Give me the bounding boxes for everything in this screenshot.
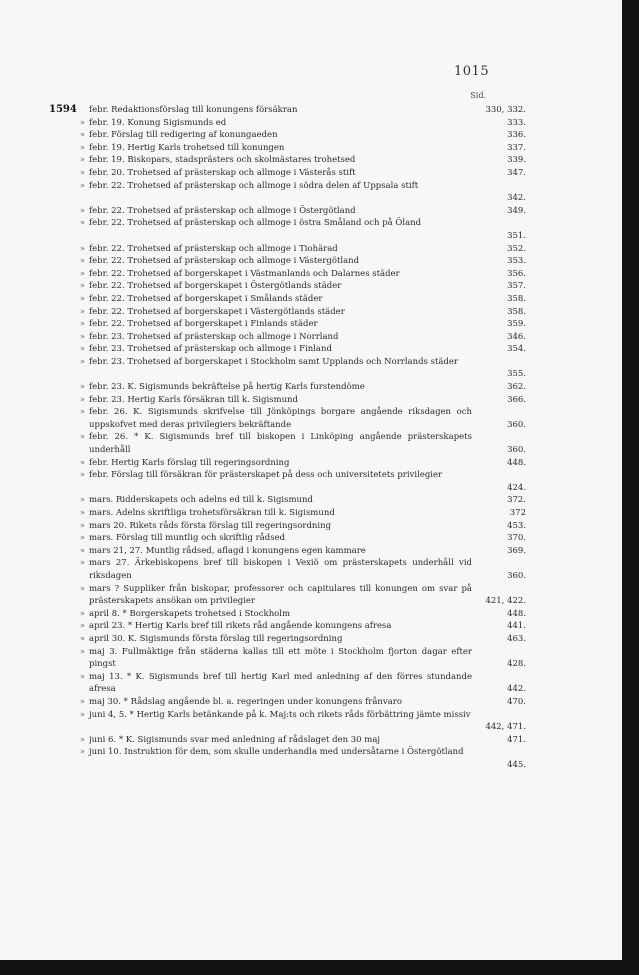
entry-ditto-mark: » (80, 331, 85, 341)
entry-text: febr. 22. Trohetsed af borgerskapet i Finlands städer (89, 319, 318, 330)
entry-text: febr. 22. Trohetsed af prästerskap och allmoge i Östergötland (89, 205, 356, 216)
entry-page-reference: 470. (507, 696, 526, 707)
index-entry (0, 394, 622, 407)
entry-page-reference: 353. (507, 256, 526, 267)
entry-page-reference: 370. (507, 533, 526, 544)
entry-text: maj 3. Fullmäktige från städerna kallas till ett möte i Stockholm fjorton dagar efter pingst (89, 646, 472, 670)
entry-text: juni 6. * K. Sigismunds svar med anledning af rådslaget den 30 maj (89, 734, 381, 745)
index-entry (0, 734, 622, 747)
index-entry (0, 268, 622, 281)
entry-text: maj 30. * Rådslag angående bl. a. regeringen under konungens frånvaro (89, 696, 402, 707)
entry-page-reference: 352. (507, 243, 526, 254)
entry-ditto-mark: » (80, 218, 85, 228)
index-entry (0, 494, 622, 507)
entry-ditto-mark: » (80, 545, 85, 555)
entry-ditto-mark: » (80, 734, 85, 744)
entry-page-reference: 428. (507, 659, 526, 670)
entry-page-reference: 372. (507, 495, 526, 506)
entry-ditto-mark: » (80, 167, 85, 177)
entry-ditto-mark: » (80, 155, 85, 165)
index-entry (0, 620, 622, 633)
entry-ditto-mark: » (80, 130, 85, 140)
index-entry (0, 331, 622, 344)
entry-text: febr. 23. Trohetsed af prästerskap och allmoge i Finland (89, 344, 332, 355)
entry-text: febr. 22. Trohetsed af borgerskapet i Västergötlands städer (89, 306, 345, 317)
index-entry (0, 154, 622, 167)
index-entry (0, 129, 622, 142)
entry-page-reference: 357. (507, 281, 526, 292)
entry-text: febr. 26. K. Sigismunds skrifvelse till Jönköpings borgare angående riksdagen och uppskofvet med deras privilegiers bekräftande (89, 407, 472, 430)
entry-page-reference: 337. (507, 142, 526, 153)
entry-ditto-mark: » (80, 747, 85, 757)
entry-page-reference: 424. (507, 482, 526, 493)
entry-text: febr. 22. Trohetsed af prästerskap och allmoge i östra Småland och på Öland (89, 218, 422, 229)
entry-page-reference: 471. (507, 734, 526, 745)
entry-page-reference: 442, 471. (485, 722, 526, 733)
entry-text: febr. 23. Trohetsed af borgerskapet i Stockholm samt Upplands och Norrlands städer (89, 356, 458, 367)
entry-page-reference: 369. (507, 545, 526, 556)
entry-ditto-mark: » (80, 243, 85, 253)
index-entry (0, 532, 622, 545)
entry-page-reference: 463. (507, 633, 526, 644)
entry-ditto-mark: » (80, 520, 85, 530)
entry-text: febr. 22. Trohetsed af borgerskapet i Smålands städer (89, 293, 323, 304)
entry-text: febr. Hertig Karls förslag till regeringsordning (89, 457, 290, 468)
entry-ditto-mark: » (80, 633, 85, 643)
index-entry (0, 469, 622, 494)
index-entry (0, 545, 622, 558)
index-entry (0, 457, 622, 470)
entry-page-reference: 441. (507, 621, 526, 632)
entry-ditto-mark: » (80, 621, 85, 631)
index-entry (0, 646, 622, 671)
entry-ditto-mark: » (80, 495, 85, 505)
entry-ditto-mark: » (80, 470, 85, 480)
entry-ditto-mark: » (80, 268, 85, 278)
index-entry (0, 583, 622, 608)
entry-page-reference: 349. (507, 205, 526, 216)
entry-page-reference: 339. (507, 155, 526, 166)
index-entry (0, 356, 622, 381)
entry-ditto-mark: » (80, 407, 85, 417)
entry-ditto-mark: » (80, 205, 85, 215)
entry-page-reference: 453. (507, 520, 526, 531)
entry-ditto-mark: » (80, 696, 85, 706)
entry-text: juni 10. Instruktion för dem, som skulle underhandla med undersåtarne i Östergötland (89, 747, 464, 758)
entry-text: febr. 19. Konung Sigismunds ed (89, 117, 227, 128)
entry-page-reference: 356. (507, 268, 526, 279)
entry-ditto-mark: » (80, 432, 85, 442)
entry-text: febr. 20. Trohetsed af prästerskap och allmoge i Västerås stift (89, 167, 356, 178)
entry-page-reference: 330, 332. (485, 105, 526, 115)
entry-ditto-mark: » (80, 508, 85, 517)
index-entry (0, 318, 622, 331)
index-entry (0, 520, 622, 533)
entry-ditto-mark: » (80, 394, 85, 404)
entry-ditto-mark: » (80, 646, 85, 656)
index-entry (0, 671, 622, 696)
index-entry (0, 180, 622, 205)
entry-text: febr. 23. Hertig Karls försäkran till k. Sigismund (89, 394, 298, 405)
index-entry (0, 633, 622, 646)
entry-ditto-mark: » (80, 533, 85, 543)
entry-text: mars ? Suppliker från biskopar, professorer och capitulares till konungen om svar på prästerskapets ansökan om privilegier (89, 583, 472, 607)
entry-text: febr. Förslag till redigering af konungaeden (89, 130, 278, 141)
entry-ditto-mark: » (80, 356, 85, 366)
index-entry (0, 255, 622, 268)
entry-page-reference: 372 (509, 508, 526, 518)
entry-text: febr. 22. Trohetsed af prästerskap och allmoge i södra delen af Uppsala stift (89, 180, 419, 191)
entry-year: 1594 (49, 104, 77, 115)
entry-page-reference: 358. (507, 306, 526, 317)
index-entry (0, 696, 622, 709)
index-entry (0, 557, 622, 582)
entry-ditto-mark: » (80, 608, 85, 618)
entry-page-reference: 347. (507, 167, 526, 178)
entry-ditto-mark: » (80, 671, 85, 681)
index-entry (0, 205, 622, 218)
entry-ditto-mark: » (80, 344, 85, 354)
index-entry (0, 306, 622, 319)
entry-text: febr. 19. Hertig Karls trohetsed till konungen (89, 142, 285, 153)
entry-page-reference: 351. (507, 230, 526, 241)
entry-text: febr. 22. Trohetsed af borgerskapet i Västmanlands och Dalarnes städer (89, 268, 400, 279)
entry-text: april 30. K. Sigismunds första förslag till regeringsordning (89, 633, 343, 644)
entry-text: febr. 22. Trohetsed af borgerskapet i Östergötlands städer (89, 281, 342, 292)
entry-text: mars 20. Rikets råds första förslag till regeringsordning (89, 520, 332, 531)
entry-ditto-mark: » (80, 558, 85, 568)
entry-ditto-mark: » (80, 382, 85, 392)
entry-ditto-mark: » (80, 306, 85, 316)
page-number: 1015 (454, 64, 490, 79)
entry-text: febr. 19. Biskopars, stadsprästers och skolmästares trohetsed (89, 155, 356, 166)
index-entry (0, 406, 622, 431)
index-entry (0, 280, 622, 293)
index-entries (0, 104, 622, 771)
entry-ditto-mark: » (80, 281, 85, 291)
entry-ditto-mark: » (80, 709, 85, 719)
index-entry (0, 709, 622, 734)
entry-text: febr. 22. Trohetsed af prästerskap och allmoge i Tiohärad (89, 243, 338, 254)
index-entry (0, 343, 622, 356)
entry-page-reference: 360. (507, 570, 526, 581)
entry-page-reference: 362. (507, 382, 526, 393)
entry-page-reference: 355. (507, 369, 526, 380)
index-entry (0, 746, 622, 771)
entry-text: mars 21, 27. Muntlig rådsed, aflagd i konungens egen kammare (89, 545, 366, 556)
entry-text: febr. Redaktionsförslag till konungens försäkran (89, 105, 298, 115)
entry-text: mars. Ridderskapets och adelns ed till k. Sigismund (89, 495, 313, 506)
entry-page-reference: 442. (507, 684, 526, 695)
entry-ditto-mark: » (80, 256, 85, 266)
index-entry (0, 608, 622, 621)
entry-ditto-mark: » (80, 319, 85, 329)
entry-text: febr. 26. * K. Sigismunds bref till biskopen i Linköping angående prästerskapets underhåll (89, 432, 472, 456)
index-entry (0, 431, 622, 456)
index-entry (0, 243, 622, 256)
entry-text: april 23. * Hertig Karls bref till rikets råd angående konungens afresa (89, 621, 392, 632)
entry-text: febr. 23. K. Sigismunds bekräftelse på hertig Karls furstendöme (89, 382, 365, 393)
entry-page-reference: 359. (507, 319, 526, 330)
index-entry (0, 104, 622, 117)
entry-page-reference: 448. (507, 457, 526, 468)
entry-page-reference: 333. (507, 117, 526, 128)
index-entry (0, 507, 622, 520)
entry-text: febr. 23. Trohetsed af prästerskap och allmoge i Norrland (89, 331, 339, 342)
entry-ditto-mark: » (80, 293, 85, 303)
entry-text: febr. Förslag till försäkran för prästerskapet på dess och universitetets privilegier (89, 470, 443, 481)
entry-page-reference: 360. (507, 445, 526, 456)
entry-page-reference: 358. (507, 293, 526, 304)
index-entry (0, 142, 622, 155)
entry-ditto-mark: » (80, 457, 85, 467)
entry-text: febr. 22. Trohetsed af prästerskap och allmoge i Västergötland (89, 256, 360, 267)
index-entry (0, 381, 622, 394)
entry-ditto-mark: » (80, 117, 85, 127)
entry-page-reference: 360. (507, 419, 526, 430)
entry-page-reference: 445. (507, 759, 526, 770)
entry-page-reference: 448. (507, 608, 526, 619)
entry-text: juni 4, 5. * Hertig Karls betänkande på k. Maj:ts och rikets råds förbättring jämte missiv (89, 709, 471, 720)
entry-page-reference: 354. (507, 344, 526, 355)
entry-page-reference: 421, 422. (485, 596, 526, 607)
entry-text: mars 27. Ärkebiskopens bref till biskopen i Vexiö om prästerskapets underhåll vid riksdagen (89, 558, 472, 581)
entry-page-reference: 342. (507, 193, 526, 204)
entry-ditto-mark: » (80, 180, 85, 190)
entry-text: april 8. * Borgerskapets trohetsed i Stockholm (89, 608, 291, 619)
entry-ditto-mark: » (80, 142, 85, 152)
entry-page-reference: 346. (507, 331, 526, 342)
index-entry (0, 217, 622, 242)
scan-edge-right (622, 0, 639, 975)
scan-edge-bottom (0, 960, 639, 975)
entry-ditto-mark: » (80, 583, 85, 593)
page-column-header: Sid. (470, 91, 486, 100)
entry-text: maj 13. * K. Sigismunds bref till hertig Karl med anledning af den förres stundande afresa (89, 671, 472, 695)
index-entry (0, 167, 622, 180)
index-entry (0, 293, 622, 306)
entry-text: mars. Förslag till muntlig och skriftlig rådsed (89, 533, 286, 544)
index-entry (0, 117, 622, 130)
entry-text: mars. Adelns skriftliga trohetsförsäkran till k. Sigismund (89, 508, 335, 518)
entry-page-reference: 366. (507, 394, 526, 405)
entry-page-reference: 336. (507, 130, 526, 141)
